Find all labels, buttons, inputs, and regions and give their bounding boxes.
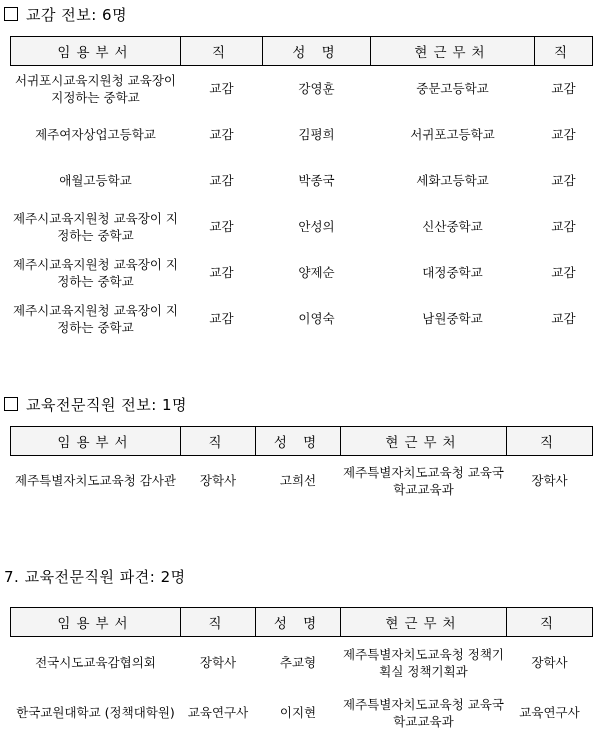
table-row <box>11 112 593 158</box>
header-name: 성 명 <box>256 608 341 637</box>
cell-current-position: 교육연구사 <box>519 705 580 720</box>
header-dept: 임용부서 <box>11 37 181 66</box>
cell-dept: 제주시교육지원청 교육장이 지정하는 중학교 <box>13 302 178 335</box>
principal-transfer-table <box>10 36 593 342</box>
cell-current-position: 교감 <box>551 311 576 326</box>
cell-current-position: 장학사 <box>531 655 568 671</box>
cell-dept: 제주여자상업고등학교 <box>35 127 156 142</box>
cell-position: 교감 <box>209 127 234 142</box>
section-heading-principal-transfer <box>4 4 127 25</box>
cell-dept: 제주시교육지원청 교육장이 지정하는 중학교 <box>13 210 178 243</box>
cell-current-position: 교감 <box>551 265 576 280</box>
cell-current-position: 교감 <box>551 81 576 97</box>
cell-position: 장학사 <box>199 473 237 489</box>
cell-name: 고희선 <box>279 473 317 489</box>
cell-current-position: 교감 <box>551 219 576 234</box>
header-current-workplace: 현근무처 <box>341 427 507 456</box>
cell-name: 김평희 <box>298 127 335 142</box>
cell-position: 교감 <box>209 219 234 234</box>
cell-current-workplace: 제주특별자치도교육청 교육국 학교교육과 <box>343 696 504 729</box>
section-heading-text: 교육전문직원 전보: 1명 <box>26 396 188 414</box>
table-row <box>11 637 593 689</box>
cell-current-workplace: 대정중학교 <box>422 265 483 280</box>
header-name: 성 명 <box>263 37 371 66</box>
cell-name: 양제순 <box>298 265 335 280</box>
cell-name: 강영훈 <box>298 81 335 97</box>
cell-position: 교육연구사 <box>187 705 249 720</box>
header-current-position: 직 <box>507 427 593 456</box>
cell-dept: 전국시도교육감협의회 <box>35 655 156 671</box>
cell-name: 이영숙 <box>298 311 335 326</box>
cell-current-workplace: 제주특별자치도교육청 교육국 학교교육과 <box>343 464 504 497</box>
cell-dept: 애월고등학교 <box>59 173 132 188</box>
table-header-row <box>11 608 593 637</box>
table-row <box>11 204 593 250</box>
cell-dept: 한국교원대학교 (정책대학원) <box>16 705 175 720</box>
section-heading-specialist-transfer <box>4 394 187 415</box>
header-name: 성 명 <box>256 427 341 456</box>
cell-current-workplace: 제주특별자치도교육청 정책기획실 정책기획과 <box>343 646 504 679</box>
table-row <box>11 689 593 737</box>
cell-current-workplace: 신산중학교 <box>422 219 483 234</box>
cell-current-position: 교감 <box>551 173 576 188</box>
table-row <box>11 296 593 342</box>
header-dept: 임용부서 <box>11 427 181 456</box>
cell-name: 안성의 <box>298 219 335 234</box>
table-header-row <box>11 427 593 456</box>
cell-name: 이지현 <box>279 705 317 720</box>
cell-dept: 제주특별자치도교육청 감사관 <box>15 473 176 489</box>
header-position: 직 <box>181 37 263 66</box>
cell-current-workplace: 서귀포고등학교 <box>410 127 495 142</box>
cell-current-workplace: 세화고등학교 <box>416 173 489 188</box>
section-heading-text: 7. 교육전문직원 파견: 2명 <box>4 568 186 586</box>
table-row <box>11 250 593 296</box>
header-current-position: 직 <box>535 37 593 66</box>
checkbox-square-icon <box>4 397 18 411</box>
specialist-transfer-table <box>10 426 593 506</box>
checkbox-square-icon <box>4 7 18 21</box>
section-heading-specialist-dispatch <box>4 566 186 587</box>
cell-dept: 제주시교육지원청 교육장이 지정하는 중학교 <box>13 256 178 289</box>
cell-name: 박종국 <box>298 173 335 188</box>
header-current-position: 직 <box>507 608 593 637</box>
cell-position: 교감 <box>209 311 234 326</box>
cell-position: 장학사 <box>199 655 237 671</box>
table-row <box>11 456 593 506</box>
table-row <box>11 66 593 112</box>
cell-position: 교감 <box>209 173 234 188</box>
header-dept: 임용부서 <box>11 608 181 637</box>
header-position: 직 <box>181 608 256 637</box>
cell-current-position: 장학사 <box>531 473 568 489</box>
cell-current-workplace: 남원중학교 <box>422 311 483 326</box>
header-current-workplace: 현근무처 <box>371 37 535 66</box>
cell-current-position: 교감 <box>551 127 576 142</box>
cell-position: 교감 <box>209 265 234 280</box>
table-header-row <box>11 37 593 66</box>
table-row <box>11 158 593 204</box>
cell-name: 추교형 <box>279 655 317 671</box>
specialist-dispatch-table <box>10 607 593 737</box>
cell-current-workplace: 중문고등학교 <box>416 81 489 97</box>
cell-dept: 서귀포시교육지원청 교육장이 지정하는 중학교 <box>15 72 176 105</box>
header-current-workplace: 현근무처 <box>341 608 507 637</box>
header-position: 직 <box>181 427 256 456</box>
section-heading-text: 교감 전보: 6명 <box>26 6 128 24</box>
cell-position: 교감 <box>209 81 234 97</box>
